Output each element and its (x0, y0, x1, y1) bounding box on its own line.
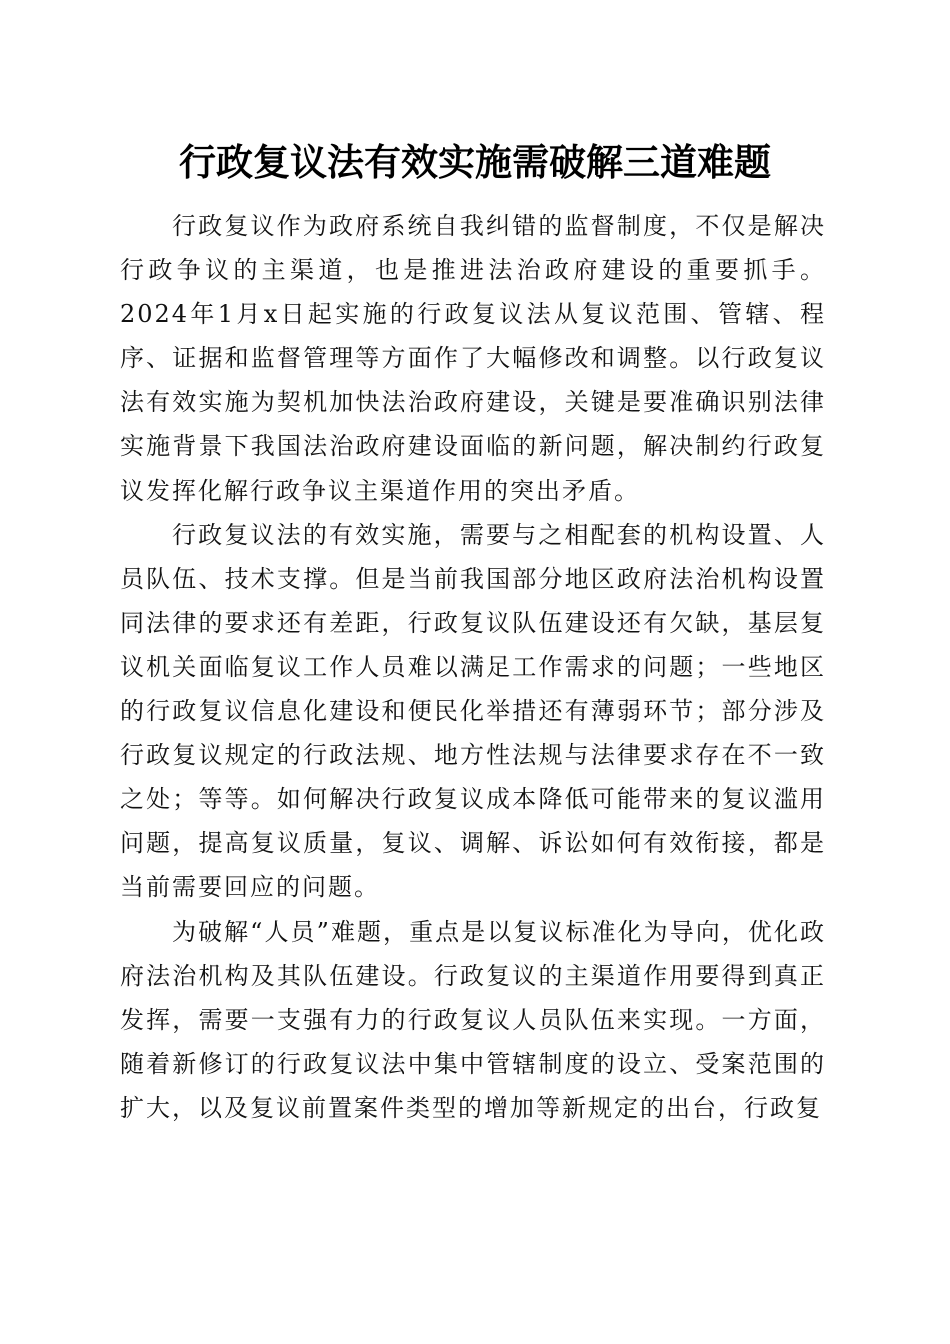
paragraph-2: 行政复议法的有效实施，需要与之相配套的机构设置、人员队伍、技术支撑。但是当前我国部分地区政府法治机构设置同法律的要求还有差距，行政复议队伍建设还有欠缺，基层复议机关面临复议工作人员难以满足工作需求的问题；一些地区的行政复议信息化建设和便民化举措还有薄弱环节；部分涉及行政复议规定的行政法规、地方性法规与法律要求存在不一致之处；等等。如何解决行政复议成本降低可能带来的复议滥用问题，提高复议质量，复议、调解、诉讼如何有效衔接，都是当前需要回应的问题。 (120, 520, 826, 902)
document-body (120, 204, 826, 1130)
document-title: 行政复议法有效实施需破解三道难题 (179, 140, 771, 184)
paragraph-3: 为破解“人员”难题，重点是以复议标准化为导向，优化政府法治机构及其队伍建设。行政复议的主渠道作用要得到真正发挥，需要一支强有力的行政复议人员队伍来实现。一方面，随着新修订的行政复议法中集中管辖制度的设立、受案范围的扩大，以及复议前置案件类型的增加等新规定的出台，行政复 (120, 917, 826, 1122)
paragraph-1: 行政复议作为政府系统自我纠错的监督制度，不仅是解决行政争议的主渠道，也是推进法治政府建设的重要抓手。2024年1月x日起实施的行政复议法从复议范围、管辖、程序、证据和监督管理等方面作了大幅修改和调整。以行政复议法有效实施为契机加快法治政府建设，关键是要准确识别法律实施背景下我国法治政府建设面临的新问题，解决制约行政复议发挥化解行政争议主渠道作用的突出矛盾。 (120, 212, 826, 505)
